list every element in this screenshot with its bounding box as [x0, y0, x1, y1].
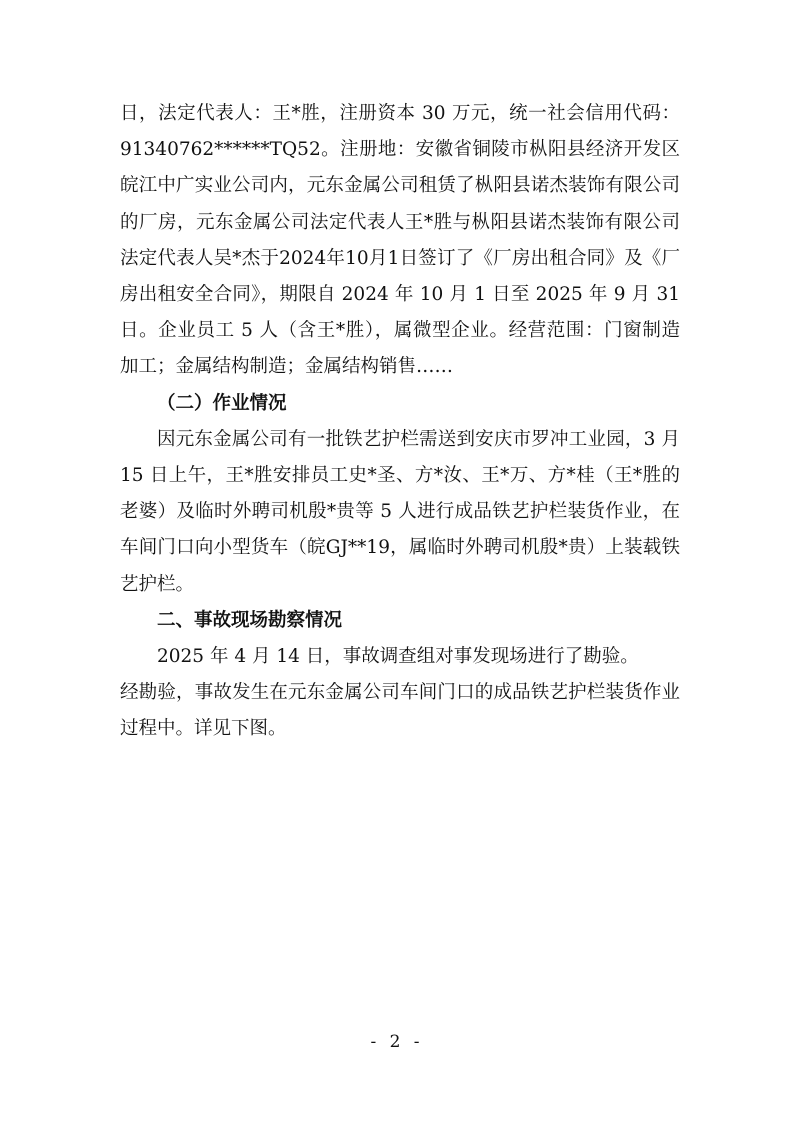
paragraph-company-info: 日，法定代表人：王*胜，注册资本 30 万元，统一社会信用代码：91340762******TQ52。注册地：安徽省铜陵市枞阳县经济开发区皖江中广实业公司内，元东金属公司租赁了枞阳县诺杰装饰有限公司的厂房，元东金属公司法定代表人王*胜与枞阳县诺杰装饰有限公司法定代表人吴*杰于2024年10月1日签订了《厂房出租合同》及《厂房出租安全合同》，期限自 2024 年 10 月 1 日至 2025 年 9 月 31 日。企业员工 5 人（含王*胜），属微型企业。经营范围：门窗制造加工；金属结构制造；金属结构销售…… — [120, 103, 680, 378]
subheading-operation: （二）作业情况 — [157, 392, 287, 414]
paragraph-scene-date: 2025 年 4 月 14 日，事故调查组对事发现场进行了勘验。 — [157, 646, 639, 668]
page-number: - 2 - — [370, 1032, 424, 1052]
paragraph-operation: 因元东金属公司有一批铁艺护栏需送到安庆市罗冲工业园，3 月 15 日上午，王*胜安排员工史*圣、方*汝、王*万、方*桂（王*胜的老婆）及临时外聘司机殷*贵等 5 人进行成品铁艺护栏装货作业，在车间门口向小型货车（皖GJ**19，属临时外聘司机殷*贵）上装载铁艺护栏。 — [120, 428, 680, 595]
document-page — [120, 96, 680, 748]
heading-scene-investigation: 二、事故现场勘察情况 — [157, 609, 343, 631]
paragraph-scene-detail: 经勘验，事故发生在元东金属公司车间门口的成品铁艺护栏装货作业过程中。详见下图。 — [120, 682, 680, 740]
